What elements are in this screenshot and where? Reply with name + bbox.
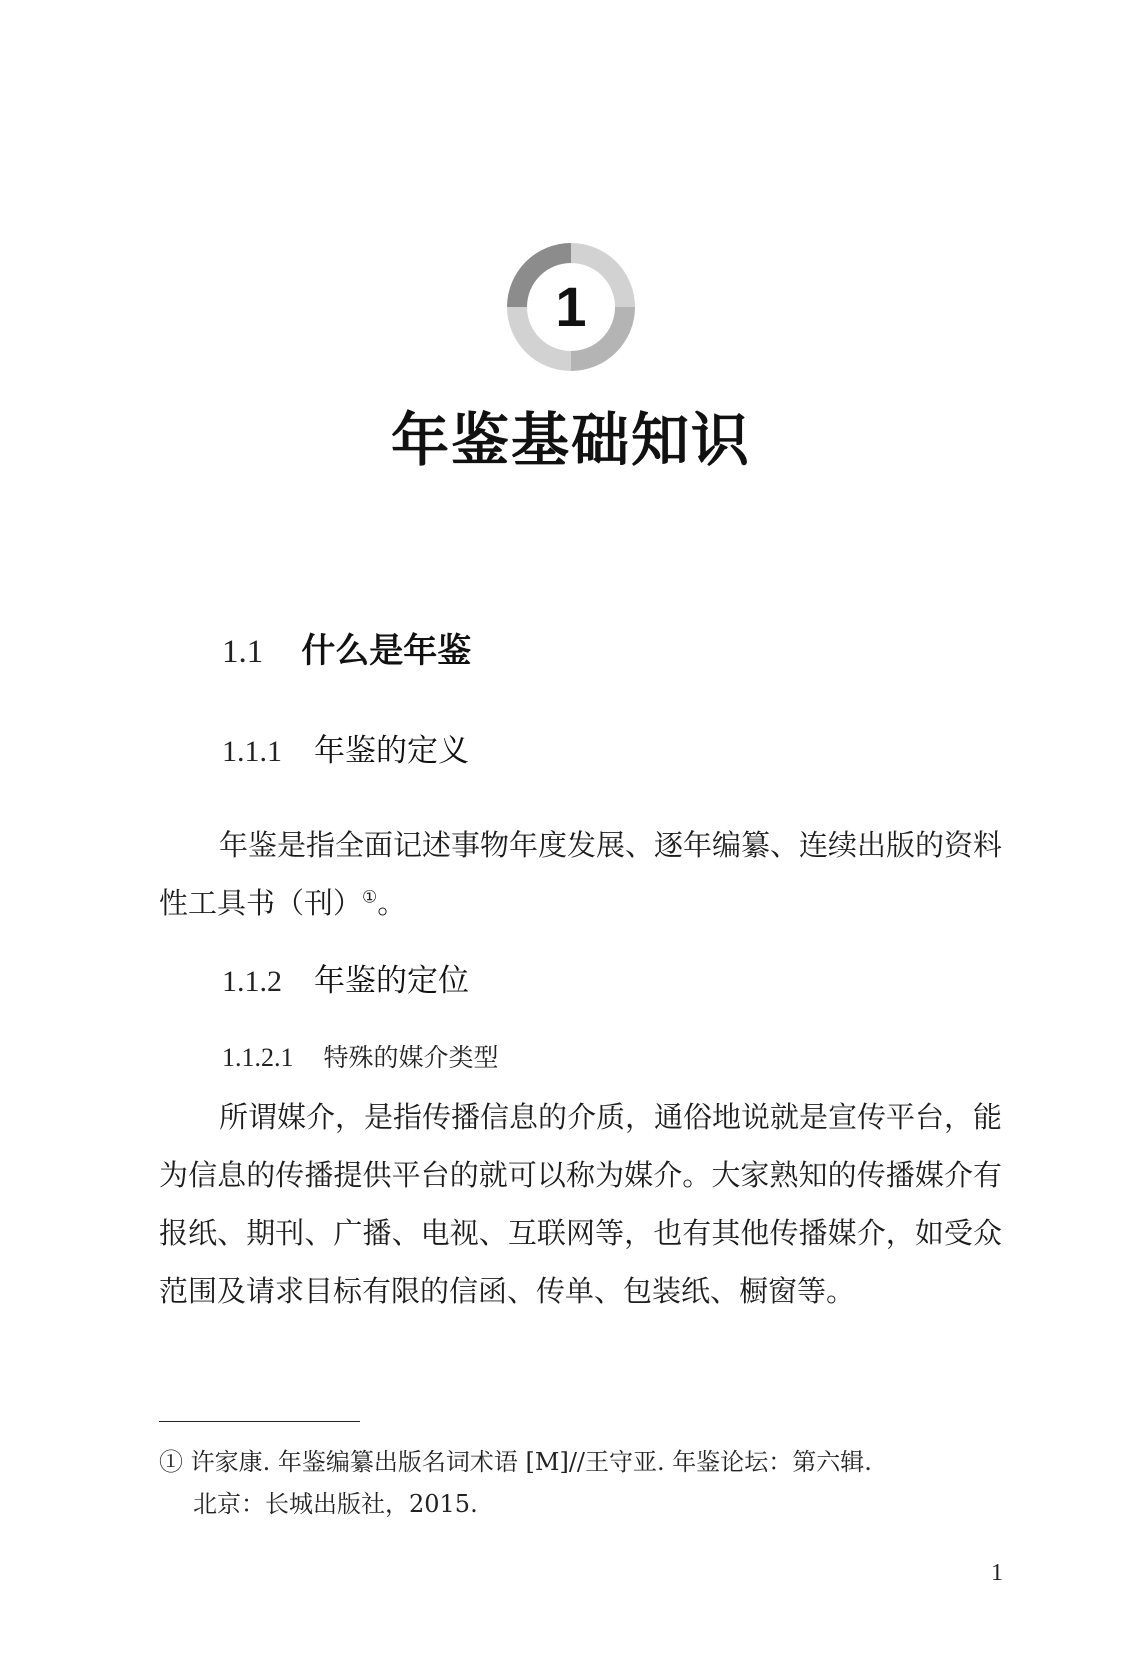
section-title: 什么是年鉴	[301, 631, 472, 671]
page-number: 1	[991, 1560, 1003, 1586]
section-heading-1-1-2	[222, 958, 469, 1009]
paragraph-text: 所谓媒介，是指传播信息的介质，通俗地说就是宣传平台，能为信息的传播提供平台的就可以称为媒介。大家熟知的传播媒介有报纸、期刊、广播、电视、互联网等，也有其他传播媒介，如受众范围及请求目标有限的信函、传单、包装纸、橱窗等。	[159, 1100, 1003, 1308]
section-heading-1-1-2-1	[222, 1038, 499, 1081]
footnote	[159, 1441, 1002, 1525]
chapter-number-badge	[507, 243, 635, 371]
footnote-reference[interactable]: ①	[362, 887, 378, 908]
section-heading-1-1	[222, 626, 471, 682]
section-number: 1.1.2	[222, 965, 282, 998]
footnote-line-2: 北京：长城出版社，2015.	[193, 1490, 478, 1518]
footnote-divider	[159, 1421, 360, 1422]
section-number: 1.1.2.1	[222, 1043, 294, 1072]
section-title: 年鉴的定义	[314, 733, 469, 769]
section-heading-1-1-1	[222, 728, 469, 779]
chapter-number: 1	[555, 275, 587, 338]
definition-paragraph	[159, 816, 1002, 932]
section-number: 1.1	[222, 634, 264, 670]
section-title: 年鉴的定位	[314, 963, 469, 999]
section-number: 1.1.1	[222, 735, 282, 768]
footnote-line-1: ① 许家康. 年鉴编纂出版名词术语 [M]//王守亚. 年鉴论坛：第六辑.	[159, 1448, 872, 1476]
paragraph-text: 年鉴是指全面记述事物年度发展、逐年编纂、连续出版的资料性工具书（刊）	[159, 828, 1003, 920]
section-title: 特殊的媒介类型	[323, 1043, 499, 1072]
paragraph-end: 。	[377, 886, 407, 920]
chapter-title: 年鉴基础知识	[390, 406, 751, 474]
media-paragraph	[159, 1088, 1002, 1320]
